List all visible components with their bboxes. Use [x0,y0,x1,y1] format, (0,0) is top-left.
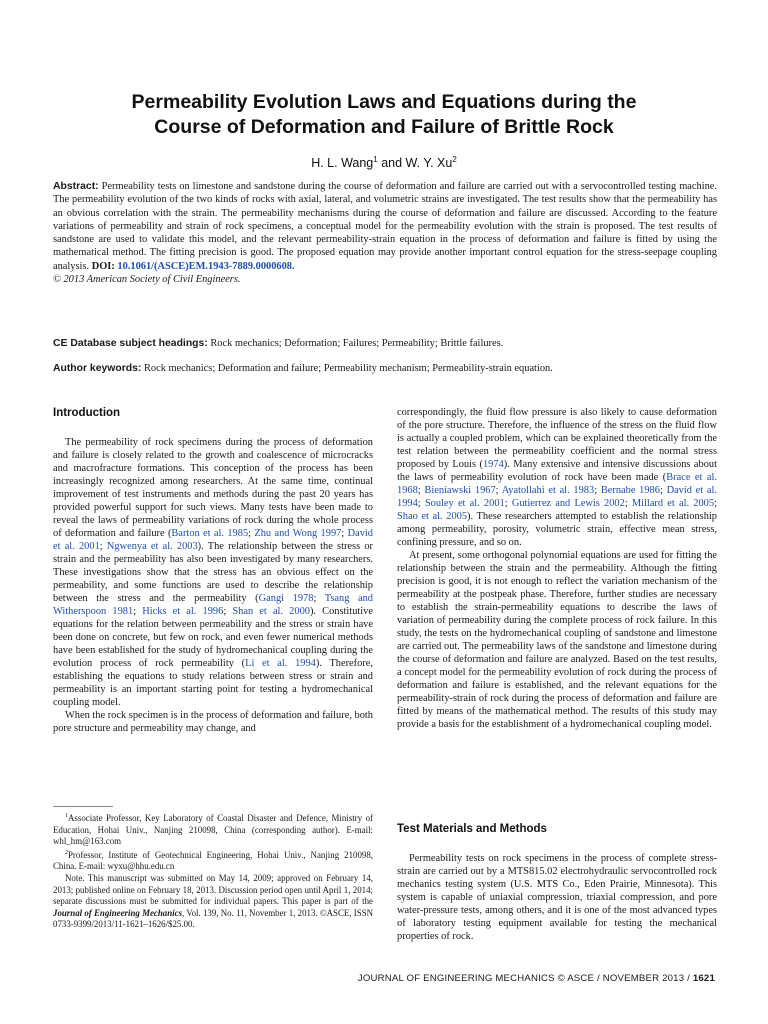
footer-journal-text: JOURNAL OF ENGINEERING MECHANICS © ASCE / NOVEMBER 2013 / [357,973,693,984]
text-run: ). These researchers attempted to establish the relationship among permeability, porosity, volumetric strain, effective mean stress, confining pressure, and so on. [397,511,718,548]
text-run: , Vol. 139, No. 11, November 1, 2013. ©ASCE, ISSN 0733-9399/2013/11-1621–1626/$25.00. [53,907,373,930]
footnote-2-text: Professor, Institute of Geotechnical Engineering, Hohai Univ., Nanjing 210098, China. E-mail: wyxu@hhu.edu.cn [53,849,373,872]
citation-link[interactable]: Barton et al. 1985 [171,528,249,539]
author-keywords-text: Rock mechanics; Deformation and failure; Permeability mechanism; Permeability-strain equation. [143,363,553,374]
author-conjunction: and [377,156,406,171]
subject-headings [53,337,717,350]
citation-link[interactable]: Tsang and Witherspoon 1981 [53,593,373,617]
page-footer [358,973,715,984]
subject-headings-label: CE Database subject headings: [53,338,208,349]
journal-name: Journal of Engineering Mechanics [53,907,183,918]
citation-link[interactable]: Gangi 1978 [258,593,314,604]
citation-link[interactable]: 1974 [482,459,504,470]
author-keywords-label: Author keywords: [53,363,142,374]
right-paragraph-1: correspondingly, the fluid flow pressure is also likely to cause deformation of the pore structure. Therefore, the influence of the stress on the fluid flow is actually a coupled problem, which can be explained theoretically from the test relation between the permeability coefficient and the normal stress proposed by Louis (1974). Many extensive and intensive discussions about the laws of permeability evolution of rock have been made (Brace et al. 1968; Bieniawski 1967; Ayatollahi et al. 1983; Bernabe 1986; David et al. 1994; Souley et al. 2001; Gutierrez and Lewis 2002; Millard et al. 2005; Shao et al. 2005). These researchers attempted to establish the relationship among permeability, porosity, volumetric strain, effective mean stress, confining pressure, and so on. [397,407,718,548]
section-heading-introduction: Introduction [53,407,121,419]
citation-link[interactable]: Ayatollahi et al. 1983 [501,485,595,496]
subject-headings-text: Rock mechanics; Deformation; Failures; Permeability; Brittle failures. [210,338,504,349]
citation-link[interactable]: Gutierrez and Lewis 2002 [511,498,625,509]
paper-title [40,90,728,140]
abstract-label: Abstract: [53,181,99,192]
intro-paragraph-1: The permeability of rock specimens during the process of deformation and failure is closely related to the growth and coalescence of microcracks and macrofracture formations. This conception of the process has been increasingly recognized among researchers. At the same time, continual improvement of test instruments and methods during the past 20 years has provided powerful support for such views. Many tests have been made to reveal the laws of permeability variations of rock during the whole process of deformation and failure (Barton et al. 1985; Zhu and Wong 1997; David et al. 2001; Ngwenya et al. 2003). The relationship between the stress or strain and the permeability has also been investigated by many researchers. These investigations show that the stress has an obvious effect on the permeability, and some functions are used to describe the relationship between the stress and the permeability (Gangi 1978; Tsang and Witherspoon 1981; Hicks et al. 1996; Shan et al. 2000). Constitutive equations for the relation between permeability and the stress or strain have been done on concrete, but few on rock, and even fewer numerical methods have been established for the study of hydromechanical coupling during the evolution process of rock permeability (Li et al. 1994). Therefore, establishing the equations to study relations between stress or strain and permeability is an important starting point for testing a hydromechanical coupling model. [53,437,373,708]
citation-link[interactable]: Li et al. 1994 [245,658,316,669]
footnote-1-mark: 1 [65,813,68,819]
author-list [0,155,768,170]
citation-link[interactable]: Zhu and Wong 1997 [254,528,342,539]
author-2: W. Y. Xu [405,156,453,171]
citation-link[interactable]: Hicks et al. 1996 [142,606,224,617]
citation-link[interactable]: Shao et al. 2005 [397,511,468,522]
author-2-affiliation-mark: 2 [452,155,457,164]
abstract [53,180,717,286]
intro-paragraph-2: When the rock specimen is in the process of deformation and failure, both pore structure and permeability may change, and [53,710,373,734]
title-line-2: Course of Deformation and Failure of Brittle Rock [154,116,614,138]
methods-paragraph-1: Permeability tests on rock specimens in the process of complete stress-strain are carried out by a MTS815.02 electrohydraulic servocontrolled rock mechanics testing system (U.S. MTS Co., Eden Prairie, Minnesota). This system is capable of uniaxial compression, triaxial compression, and pore water-pressure tests, among others, and it is one of the most advanced types of laboratory testing equipment available for testing the mechanical properties of rock. [397,853,717,942]
right-column-body [397,406,717,731]
footnote-2 [53,848,373,873]
abstract-text: Permeability tests on limestone and sandstone during the course of deformation and failure are carried out with a servocontrolled testing machine. The permeability evolution of the two kinds of rocks with axial, lateral, and volumetric strains are investigated. The test results show that the permeability has an obvious correlation with the strain. The permeability mechanisms during the course of deformation and failure are discussed. According to the feature variations of permeability and strain of rock specimens, a conceptual model for the permeability evolution with the strain is proposed. The test results of sandstone are used to validate this model, and the relevant permeability-strain equation in the process of deformation and failure is fitted by using the mathematical method. The fitting precision is good. The proposed equation may provide another important control equation for the stress-seepage coupling analysis. [53,181,717,272]
footnote-divider [53,806,113,807]
footnotes [53,811,373,931]
text-run: ). Therefore, establishing the equations to study relations between stress or strain and permeability is an important starting point for testing a hydromechanical coupling model. [53,658,373,708]
text-run: correspondingly, the fluid flow pressure is also likely to cause deformation of the pore structure. Therefore, the influence of the stress on the fluid flow is actually a coupled problem, which can be explained theoretically from the test relation between the permeability coefficient and the normal stress proposed by Louis ( [397,407,717,470]
submission-note [53,873,373,931]
title-line-1: Permeability Evolution Laws and Equations during the [131,91,637,113]
author-1-affiliation-mark: 1 [373,155,378,164]
doi-link[interactable]: 10.1061/(ASCE)EM.1943-7889.0000608. [117,260,295,272]
text-run: Note. This manuscript was submitted on May 14, 2009; approved on February 14, 2013; published online on February 18, 2013. Discussion period open until April 1, 2014; separate discussions must be submitted for individual papers. This paper is part of the [53,872,373,907]
footnote-1-text: Associate Professor, Key Laboratory of Coastal Disaster and Defence, Ministry of Education, Hohai Univ., Nanjing 210098, China (corresponding author). E-mail: whl_hm@163.com [53,812,373,847]
page-number: 1621 [692,973,715,984]
footnote-2-mark: 2 [65,849,68,856]
footnote-1 [53,811,373,848]
text-run: ). The relationship between the stress or strain and the permeability has also been investigated by many researchers. These investigations show that the stress has an obvious effect on the permeability, and some functions are used to describe the relationship between the stress and the permeability ( [53,541,373,604]
text-run: ). Constitutive equations for the relation between permeability and the stress or strain have been done on concrete, but few on rock, and even fewer numerical methods have been established for the study of hydromechanical coupling during the evolution process of rock permeability ( [53,606,373,669]
doi-label: DOI: [91,260,115,272]
right-paragraph-2: At present, some orthogonal polynomial equations are used for fitting the relationship between the strain and the permeability. Although the fitting precision is good, it is not enough to reflect the variation mechanism of the permeability at the postpeak phase. Therefore, further studies are necessary to establish the strain-permeability equations to describe the laws of variation of permeability during the complete process of rock failure. In this study, the tests on the hydromechanical coupling of sandstone and limestone are carried out. The permeability laws of the sandstone and limestone during the course of deformation and failure are analyzed. Based on the test results, a concept model for the permeability evolution of rock during the process of deformation and failure is established, and the relevant equations for the permeability-strain of rock during the process of deformation and failure are fitted by means of the mathematical method. The results of this study may provide a basis for the establishment of a hydromechanical coupling model. [397,550,717,730]
citation-link[interactable]: Bernabe 1986 [600,485,660,496]
section-heading-test-materials: Test Materials and Methods [397,823,547,835]
citation-link[interactable]: Ngwenya et al. 2003 [106,541,198,552]
copyright-notice: © 2013 American Society of Civil Engineers. [53,274,241,286]
text-run: The permeability of rock specimens during the process of deformation and failure is closely related to the growth and coalescence of microcracks and macrofracture formations. This conception of the process has been increasingly recognized among researchers. At the same time, continual improvement of test instruments and methods during the past 20 years has provided powerful support for such views. Many tests have been made to reveal the laws of permeability variations of rock during the whole process of deformation and failure ( [53,437,373,539]
text-run: ). Many extensive and intensive discussions about the laws of permeability evolution of rock have been made ( [397,459,717,483]
citation-link[interactable]: Bieniawski 1967 [424,485,496,496]
citation-link[interactable]: Shan et al. 2000 [232,606,310,617]
citation-link[interactable]: David et al. 2001 [53,528,373,552]
author-1: H. L. Wang [311,156,374,171]
right-column-body-2 [397,852,717,943]
author-keywords [53,362,717,375]
citation-link[interactable]: Brace et al. 1968 [397,472,717,496]
citation-link[interactable]: David et al. 1994 [397,485,717,509]
citation-link[interactable]: Souley et al. 2001 [424,498,505,509]
left-column-body [53,436,373,735]
citation-link[interactable]: Millard et al. 2005 [631,498,715,509]
